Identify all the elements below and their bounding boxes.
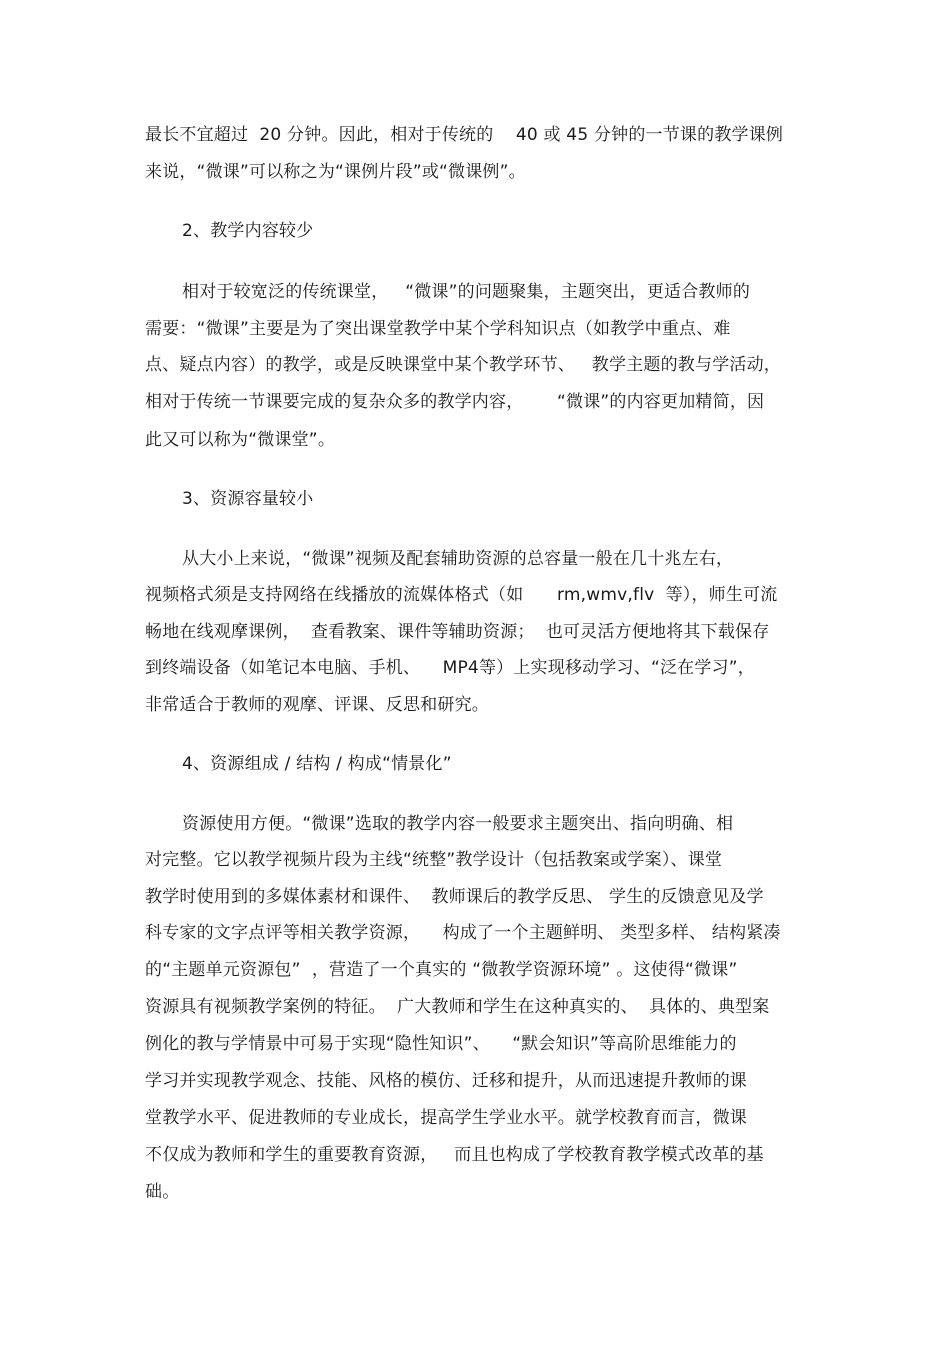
paragraph-line: 从大小上来说，“微课”视频及配套辅助资源的总容量一般在几十兆左右， xyxy=(182,549,734,569)
paragraph-line: 对完整。它以教学视频片段为主线“统整”教学设计（包括教案或学案）、课堂 xyxy=(145,850,723,870)
paragraph-line: 科专家的文字点评等相关教学资源， 构成了一个主题鲜明、 类型多样、 结构紧凑 xyxy=(145,923,781,943)
paragraph-line: 畅地在线观摩课例， 查看教案、课件等辅助资源； 也可灵活方便地将其下载保存 xyxy=(145,622,770,642)
paragraph-line: 点、疑点内容）的教学，或是反映课堂中某个教学环节、 教学主题的教与学活动， xyxy=(145,355,782,375)
paragraph-line: 础。 xyxy=(145,1182,180,1202)
paragraph-line: 例化的教与学情景中可易于实现“隐性知识”、 “默会知识”等高阶思维能力的 xyxy=(145,1034,737,1054)
paragraph-line: 非常适合于教师的观摩、评课、反思和研究。 xyxy=(145,695,489,715)
paragraph-line: 此又可以称为“微课堂”。 xyxy=(145,430,336,450)
paragraph-line: 教学时使用到的多媒体素材和课件、 教师课后的教学反思、 学生的反馈意见及学 xyxy=(145,887,764,907)
paragraph-line: 来说，“微课”可以称之为“课例片段”或“微课例”。 xyxy=(145,162,526,182)
paragraph-line: 视频格式须是支持网络在线播放的流媒体格式（如 rm,wmv,flv 等），师生可流 xyxy=(145,585,778,605)
paragraph-line: 不仅成为教师和学生的重要教育资源， 而且也构成了学校教育教学模式改革的基 xyxy=(145,1145,764,1165)
paragraph-line: 最长不宜超过 20 分钟。因此，相对于传统的 40 或 45 分钟的一节课的教学课例 xyxy=(145,125,784,145)
paragraph-line: 资源具有视频教学案例的特征。 广大教师和学生在这种真实的、 具体的、典型案 xyxy=(145,997,770,1017)
section-heading: 3、资源容量较小 xyxy=(182,489,314,509)
paragraph-line: 资源使用方便。“微课”选取的教学内容一般要求主题突出、指向明确、相 xyxy=(182,814,734,834)
paragraph-line: 需要：“微课”主要是为了突出课堂教学中某个学科知识点（如教学中重点、难 xyxy=(145,319,731,339)
paragraph-line: 学习并实现教学观念、技能、风格的模仿、迁移和提升，从而迅速提升教师的课 xyxy=(145,1071,747,1091)
paragraph-line: 相对于传统一节课要完成的复杂众多的教学内容， “微课”的内容更加精简，因 xyxy=(145,392,765,412)
paragraph-line: 堂教学水平、促进教师的专业成长，提高学生学业水平。就学校教育而言，微课 xyxy=(145,1108,747,1128)
section-heading: 4、资源组成 / 结构 / 构成“情景化” xyxy=(182,754,452,774)
paragraph-line: 相对于较宽泛的传统课堂， “微课”的问题聚集，主题突出，更适合教师的 xyxy=(182,282,751,302)
paragraph-line: 到终端设备（如笔记本电脑、手机、 MP4等）上实现移动学习、“泛在学习”， xyxy=(145,658,755,678)
section-heading: 2、教学内容较少 xyxy=(182,221,314,241)
paragraph-line: 的“主题单元资源包” ，营造了一个真实的 “微教学资源环境” 。这使得“微课” xyxy=(145,960,738,980)
